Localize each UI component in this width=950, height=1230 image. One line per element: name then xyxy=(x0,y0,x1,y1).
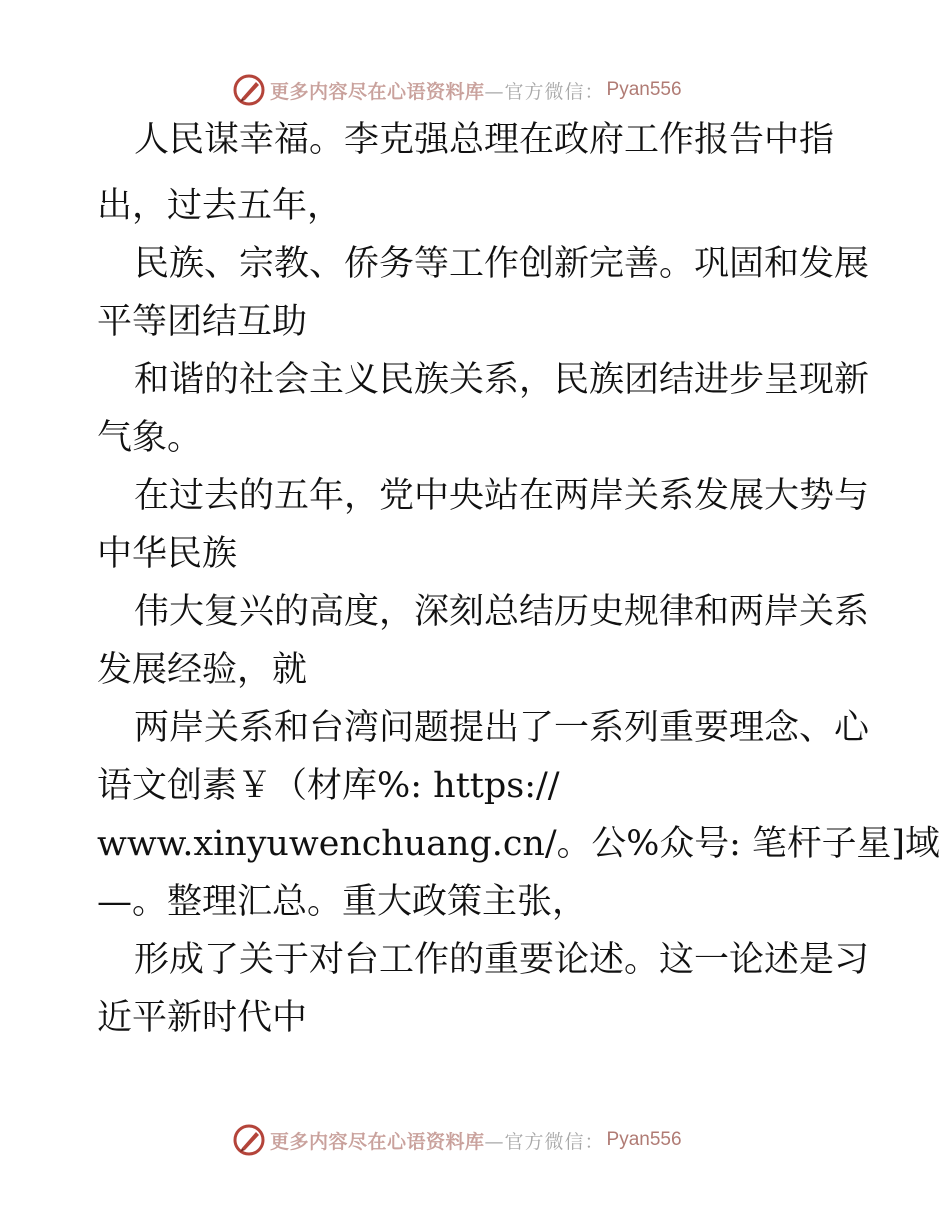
banner-title: 更多内容尽在心语资料库 xyxy=(270,80,485,103)
text-line: 在过去的五年，党中央站在两岸关系发展大势与 xyxy=(134,476,870,516)
text-line: 气象。 xyxy=(97,418,203,458)
text-line: 发展经验，就 xyxy=(97,650,308,690)
text-line: www.xinyuwenchuang.cn/。公%众号: 笔杆子星]域 xyxy=(97,824,940,864)
text-line: 出，过去五年， xyxy=(97,186,343,226)
pen-logo-icon xyxy=(232,1123,266,1157)
banner-wechat-handle: Pyan556 xyxy=(606,1129,682,1150)
text-line: 人民谋幸福。李克强总理在政府工作报告中指 xyxy=(134,120,835,160)
text-line: 形成了关于对台工作的重要论述。这一论述是习 xyxy=(134,940,870,980)
header-banner xyxy=(232,72,682,108)
banner-official-label: —官方微信： xyxy=(484,80,605,103)
text-line: —。整理汇总。重大政策主张， xyxy=(97,882,588,922)
text-line: 中华民族 xyxy=(97,534,238,574)
banner-official-label: —官方微信： xyxy=(484,1130,605,1153)
footer-banner xyxy=(232,1122,682,1158)
text-line: 语文创素￥（材库%: https:// xyxy=(97,766,560,806)
text-line: 和谐的社会主义民族关系，民族团结进步呈现新 xyxy=(134,360,870,400)
text-line: 两岸关系和台湾问题提出了一系列重要理念、心 xyxy=(134,708,870,748)
text-line: 平等团结互助 xyxy=(97,302,308,342)
text-line: 民族、宗教、侨务等工作创新完善。巩固和发展 xyxy=(134,244,870,284)
text-line: 近平新时代中 xyxy=(97,998,308,1038)
banner-wechat-handle: Pyan556 xyxy=(606,79,682,100)
pen-logo-icon xyxy=(232,73,266,107)
text-line: 伟大复兴的高度，深刻总结历史规律和两岸关系 xyxy=(134,592,870,632)
banner-title: 更多内容尽在心语资料库 xyxy=(270,1130,485,1153)
